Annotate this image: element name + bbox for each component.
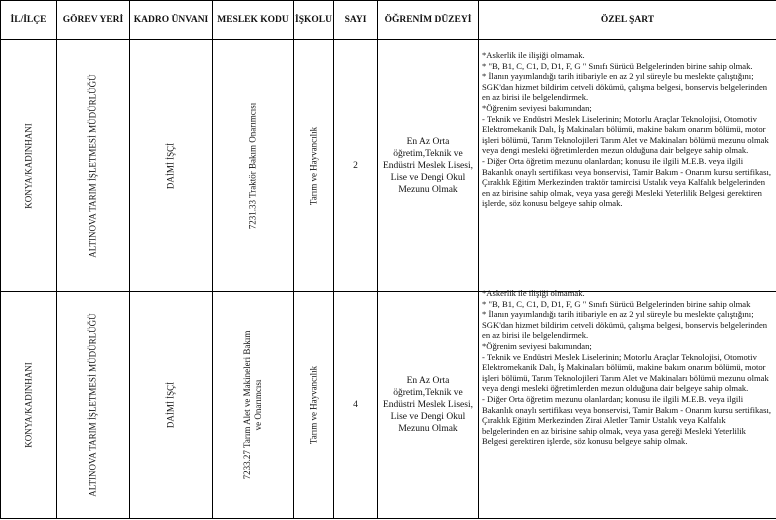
cell-gorev-yeri: [57, 40, 130, 292]
kadro-unvani-text: DAİMİ İŞÇİ: [165, 381, 176, 429]
cell-il: [1, 292, 57, 519]
sart-line: * "B, B1, C, C1, D, D1, F, G " Sınıfı Sürücü Belgelerinden birine sahip olmak.: [482, 60, 753, 71]
sart-line: *Öğrenim seviyesi bakımından;: [482, 340, 592, 351]
header-sayi: SAYI: [334, 1, 378, 40]
sart-line: *Askerlik ile ilişiği olmamak.: [482, 288, 585, 298]
table-row: [1, 40, 776, 292]
sart-line: - Diğer Orta öğretim mezunu olanlardan; konusu ile ilgili M.E.B. veya ilgili Bakanlık onaylı sertifikası veya bonservisi, Tamir Bakım - Onarım kursu sertifikası, Çıraklık Eğitim Merkezinden traktör tamircisi Ustalık veya Kalfalık belgelerinden en az birisine sahip olmak, veya yasa gereği Mesleki Yeterlilik Belgesi gerektiren işlerde, söz konusu belgeye sahip olmak.: [482, 155, 771, 209]
sart-line: *Askerlik ile ilişiği olmamak.: [482, 50, 585, 60]
header-ogrenim-duzeyi: ÖĞRENİM DÜZEYİ: [378, 1, 479, 40]
gorev-yeri-text: ALTINOVA TARIM İŞLETMESİ MÜDÜRLÜĞÜ: [87, 73, 98, 258]
meslek-kodu-text: 7233.27 Tarım Alet ve Makineleri Bakım ve Onarımcısı: [242, 330, 263, 480]
cell-iskolu: [294, 40, 334, 292]
header-meslek-kodu: MESLEK KODU: [213, 1, 294, 40]
cell-ogrenim-duzeyi: En Az Orta öğretim,Teknik ve Endüstri Meslek Lisesi, Lise ve Dengi Okul Mezunu Olmak: [378, 292, 479, 519]
cell-sayi: 4: [334, 292, 378, 519]
header-row: [1, 1, 776, 40]
cell-kadro-unvani: [130, 40, 213, 292]
cell-il: [1, 40, 57, 292]
cell-ozel-sart: [479, 288, 776, 519]
iskolu-text: Tarım ve Hayvancılık: [308, 126, 318, 205]
sart-line: * "B, B1, C, C1, D, D1, F, G " Sınıfı Sürücü Belgelerinden birine sahip olmak: [482, 298, 751, 309]
header-il: İL/İLÇE: [1, 1, 57, 40]
sart-line: * İlanın yayımlandığı tarih itibariyle en az 2 yıl süreyle bu meslekte çalıştığını; SGK'dan hizmet bildirim cetveli dökümü, çalışma belgesi, bonservis belgelerinden en az birisi ile belgelendirmek.: [482, 309, 768, 341]
il-text: KONYA/KADINHANI: [23, 362, 33, 448]
cell-meslek-kodu: [213, 40, 294, 292]
gorev-yeri-text: ALTINOVA TARIM İŞLETMESİ MÜDÜRLÜĞÜ: [87, 313, 98, 497]
sart-line: - Diğer Orta öğretim mezunu olanlardan; konusu ile ilgili M.E.B. veya ilgili Bakanlık onaylı sertifikası veya bonservisi, Tamir Bakım - Onarım kursu sertifikası, Çıraklık Eğitim Merkezinden Zirai Aletler Tamir Ustalık veya Kalfalık belgelerinden en az birisine sahip olmak, veya yasa gereği Mesleki Yeterlilik Belgesi gerektiren işlerde, söz konusu belgeye sahip olmak.: [482, 393, 771, 447]
cell-gorev-yeri: [57, 292, 130, 519]
meslek-kodu-text: 7231.33 Traktör Bakım Onarımcısı: [247, 102, 258, 229]
sart-line: * İlanın yayımlandığı tarih itibariyle en az 2 yıl süreyle bu meslekte çalıştığını; SGK'dan hizmet bildirim cetveli dökümü, çalışma belgesi, bonservis belgelerinden en az birisi ile belgelendirmek.: [482, 71, 768, 103]
il-text: KONYA/KADINHANI: [23, 122, 33, 209]
header-gorev-yeri: GÖREV YERİ: [57, 1, 130, 40]
cell-iskolu: [294, 292, 334, 519]
cell-ozel-sart: [479, 40, 776, 292]
sart-line: - Teknik ve Endüstri Meslek Liselerinin; Motorlu Araçlar Teknolojisi, Otomotiv Elektromekanik Dalı, İş Makinaları bölümü, makine bakım onarım bölümü, motor işleri bölümü, Tarım Teknolojileri Tarım Alet ve Makinaları bölümü mezunu olmak veya dengi mesleki öğretimlerden mezun olduğuna dair belgeye sahip olmak.: [482, 351, 769, 394]
iskolu-text: Tarım ve Hayvancılık: [308, 365, 318, 445]
cell-sayi: 2: [334, 40, 378, 292]
header-ozel-sart: ÖZEL ŞART: [479, 1, 776, 40]
header-iskolu: İŞKOLU: [294, 1, 334, 40]
header-kadro-unvani: KADRO ÜNVANI: [130, 1, 213, 40]
kadro-unvani-text: DAİMİ İŞÇİ: [165, 142, 176, 189]
table-row: [1, 292, 776, 519]
sart-line: *Öğrenim seviyesi bakımından;: [482, 102, 592, 113]
cell-ogrenim-duzeyi: En Az Orta öğretim,Teknik ve Endüstri Meslek Lisesi, Lise ve Dengi Okul Mezunu Olmak: [378, 40, 479, 292]
cell-meslek-kodu: [213, 292, 294, 519]
sart-line: - Teknik ve Endüstri Meslek Liselerinin; Motorlu Araçlar Teknolojisi, Otomotiv Elektromekanik Dalı, İş Makinaları bölümü, makine bakım onarım bölümü, motor işleri bölümü, Tarım Teknolojileri Tarım Alet ve Makinaları bölümü mezunu olmak veya dengi mesleki öğretimlerden mezun olduğuna dair belgeye sahip olmak.: [482, 113, 769, 156]
cell-kadro-unvani: [130, 292, 213, 519]
